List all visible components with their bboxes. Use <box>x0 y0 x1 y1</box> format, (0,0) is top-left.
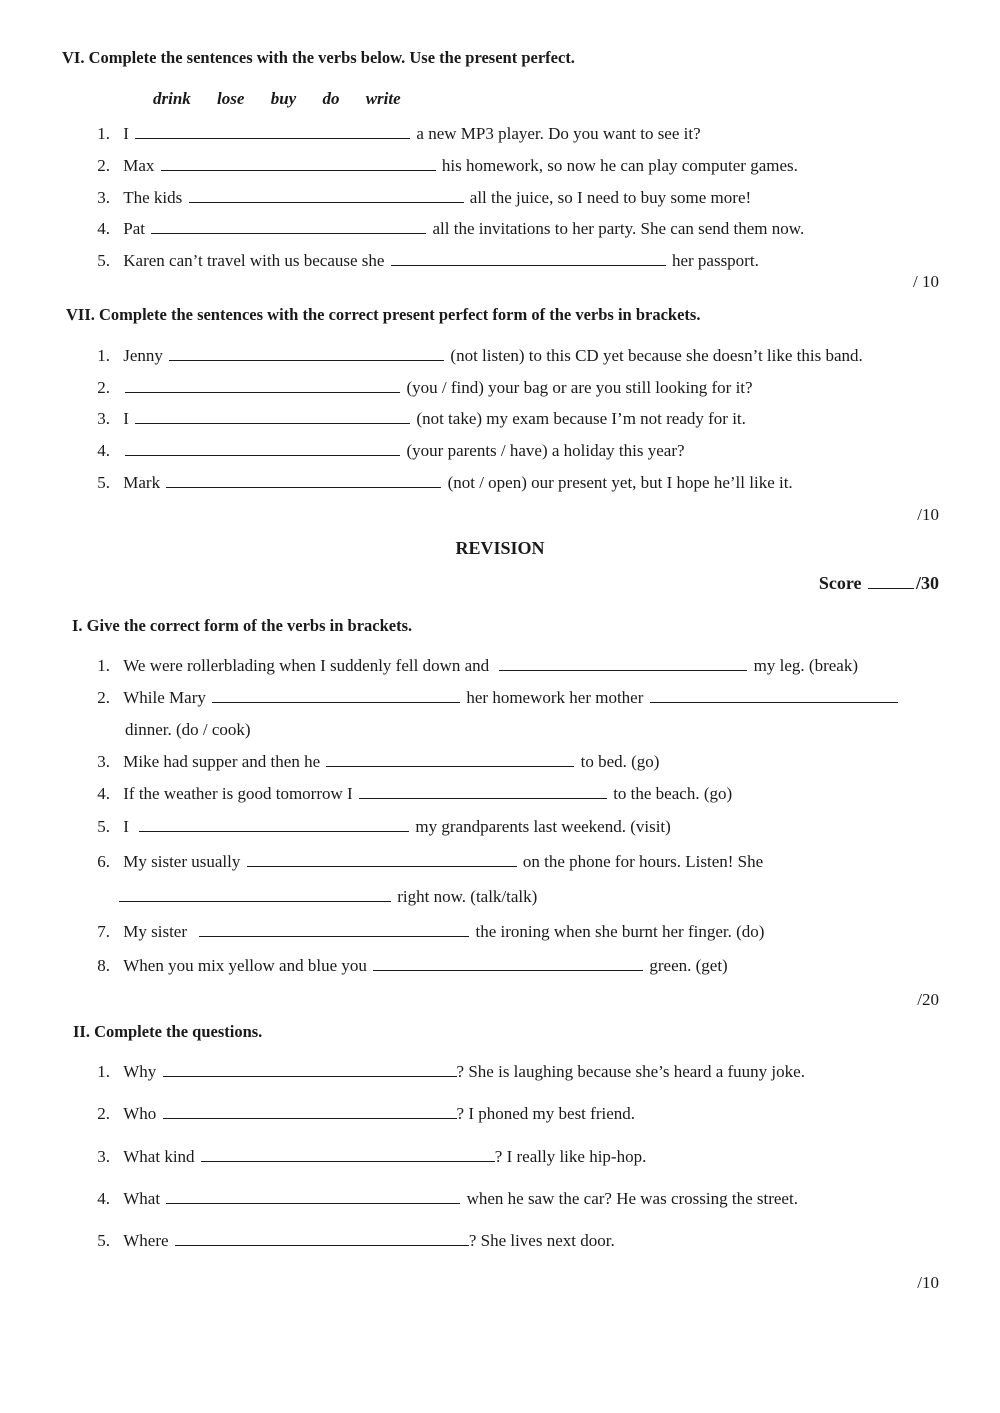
item-text: the ironing when she burnt her finger. (do) <box>475 922 765 941</box>
item-text: her homework her mother <box>466 688 644 707</box>
exercise-item <box>86 752 659 772</box>
item-text: My sister <box>123 922 187 941</box>
item-number: 1. <box>97 1062 110 1081</box>
item-text: Karen can’t travel with us because she <box>123 251 385 270</box>
verb-word: drink <box>153 89 191 108</box>
exercise-item <box>86 1231 615 1251</box>
item-text: ? I phoned my best friend. <box>456 1104 635 1123</box>
item-number: 2. <box>97 156 110 175</box>
answer-blank[interactable] <box>163 1104 457 1119</box>
section-score: /10 <box>917 1273 939 1292</box>
answer-blank[interactable] <box>135 409 410 424</box>
answer-blank[interactable] <box>201 1147 495 1162</box>
item-text: Where <box>123 1231 169 1250</box>
section-i-title: I. Give the correct form of the verbs in brackets. <box>72 616 413 635</box>
answer-blank[interactable] <box>650 688 898 703</box>
item-number: 1. <box>97 346 110 365</box>
item-number: 8. <box>97 956 110 975</box>
answer-blank[interactable] <box>151 219 426 234</box>
exercise-item <box>86 156 798 176</box>
exercise-item <box>86 852 763 872</box>
item-continuation <box>119 887 537 907</box>
answer-blank[interactable] <box>119 887 391 902</box>
item-text: Pat <box>123 219 145 238</box>
item-text: What kind <box>123 1147 195 1166</box>
answer-blank[interactable] <box>359 784 607 799</box>
section-vi-title: VI. Complete the sentences with the verbs below. Use the present perfect. <box>62 48 575 67</box>
answer-blank[interactable] <box>169 346 444 361</box>
item-text: Jenny <box>123 346 163 365</box>
answer-blank[interactable] <box>212 688 460 703</box>
score-total: /30 <box>915 573 939 593</box>
item-text: right now. (talk/talk) <box>397 887 538 906</box>
item-number: 5. <box>97 473 110 492</box>
item-number: 5. <box>97 1231 110 1250</box>
item-number: 3. <box>97 752 110 771</box>
exercise-item <box>86 1147 646 1167</box>
verb-word: do <box>322 89 340 108</box>
section-ii-title: II. Complete the questions. <box>73 1022 263 1041</box>
exercise-item <box>86 688 900 708</box>
item-text: all the juice, so I need to buy some more! <box>469 188 752 207</box>
answer-blank[interactable] <box>247 852 517 867</box>
item-text: We were rollerblading when I suddenly fell down and <box>123 656 490 675</box>
item-text: all the invitations to her party. She can send them now. <box>432 219 805 238</box>
item-number: 5. <box>97 817 110 836</box>
exercise-item <box>86 378 753 398</box>
item-text: I <box>123 124 129 143</box>
item-number: 4. <box>97 219 110 238</box>
item-number: 2. <box>97 378 110 397</box>
item-text: ? She lives next door. <box>468 1231 615 1250</box>
exercise-item <box>86 219 804 239</box>
answer-blank[interactable] <box>161 156 436 171</box>
section-score: /10 <box>917 505 939 524</box>
exercise-item <box>86 956 728 976</box>
item-text: Who <box>123 1104 157 1123</box>
exercise-item <box>86 124 701 144</box>
item-number: 3. <box>97 1147 110 1166</box>
answer-blank[interactable] <box>125 441 400 456</box>
item-number: 6. <box>97 852 110 871</box>
answer-blank[interactable] <box>166 1189 460 1204</box>
item-text: my leg. (break) <box>753 656 858 675</box>
exercise-item <box>86 784 732 804</box>
item-text: a new MP3 player. Do you want to see it? <box>416 124 701 143</box>
item-number: 3. <box>97 409 110 428</box>
item-text: I <box>123 409 129 428</box>
score-blank[interactable] <box>868 574 914 589</box>
item-number: 4. <box>97 784 110 803</box>
exercise-item <box>86 188 751 208</box>
item-text: to the beach. (go) <box>613 784 733 803</box>
section-score: /20 <box>917 990 939 1009</box>
item-text: ? I really like hip-hop. <box>494 1147 647 1166</box>
item-continuation: dinner. (do / cook) <box>125 720 251 739</box>
exercise-item <box>86 656 858 676</box>
answer-blank[interactable] <box>189 188 464 203</box>
item-number: 5. <box>97 251 110 270</box>
item-text: to bed. (go) <box>580 752 660 771</box>
answer-blank[interactable] <box>135 124 410 139</box>
item-number: 1. <box>97 124 110 143</box>
item-text: (your parents / have) a holiday this year? <box>406 441 685 460</box>
section-vii-title: VII. Complete the sentences with the correct present perfect form of the verbs in brackets. <box>66 305 701 324</box>
answer-blank[interactable] <box>163 1062 457 1077</box>
item-number: 4. <box>97 441 110 460</box>
item-text: my grandparents last weekend. (visit) <box>415 817 671 836</box>
item-number: 4. <box>97 1189 110 1208</box>
item-text: (not listen) to this CD yet because she doesn’t like this band. <box>450 346 863 365</box>
item-text: his homework, so now he can play computer games. <box>441 156 798 175</box>
item-text: I <box>123 817 129 836</box>
verb-word: write <box>365 89 401 108</box>
score-label: Score <box>818 573 862 593</box>
item-text: What <box>123 1189 161 1208</box>
answer-blank[interactable] <box>139 817 409 832</box>
exercise-item <box>86 922 764 942</box>
item-text: Max <box>123 156 155 175</box>
answer-blank[interactable] <box>391 251 666 266</box>
item-text: Why <box>123 1062 157 1081</box>
item-text: (not / open) our present yet, but I hope he’ll like it. <box>447 473 793 492</box>
item-text: Mark <box>123 473 161 492</box>
answer-blank[interactable] <box>166 473 441 488</box>
item-text: While Mary <box>123 688 206 707</box>
item-text: green. (get) <box>649 956 728 975</box>
answer-blank[interactable] <box>199 922 469 937</box>
item-text: Mike had supper and then he <box>123 752 321 771</box>
item-text: My sister usually <box>123 852 241 871</box>
exercise-item <box>86 251 759 271</box>
item-number: 1. <box>97 656 110 675</box>
section-score: / 10 <box>913 272 939 291</box>
exercise-item <box>86 473 793 493</box>
verb-word: lose <box>217 89 245 108</box>
exercise-item <box>86 409 746 429</box>
item-text: If the weather is good tomorrow I <box>123 784 353 803</box>
item-text: (not take) my exam because I’m not ready for it. <box>416 409 746 428</box>
exercise-item <box>86 1104 635 1124</box>
total-score <box>819 573 939 594</box>
verb-bank <box>153 89 423 109</box>
item-text: her passport. <box>671 251 759 270</box>
item-text: The kids <box>123 188 183 207</box>
revision-heading: REVISION <box>455 538 545 558</box>
answer-blank[interactable] <box>499 656 747 671</box>
item-text: when he saw the car? He was crossing the street. <box>466 1189 798 1208</box>
verb-word: buy <box>270 89 297 108</box>
item-number: 7. <box>97 922 110 941</box>
item-text: When you mix yellow and blue you <box>123 956 367 975</box>
item-number: 2. <box>97 688 110 707</box>
exercise-item <box>86 346 863 366</box>
answer-blank[interactable] <box>326 752 574 767</box>
item-number: 3. <box>97 188 110 207</box>
answer-blank[interactable] <box>373 956 643 971</box>
answer-blank[interactable] <box>125 378 400 393</box>
item-text: on the phone for hours. Listen! She <box>522 852 764 871</box>
answer-blank[interactable] <box>175 1231 469 1246</box>
item-text: (you / find) your bag or are you still looking for it? <box>406 378 753 397</box>
exercise-item <box>86 1189 798 1209</box>
exercise-item <box>86 441 685 461</box>
item-text: ? She is laughing because she’s heard a fuuny joke. <box>456 1062 805 1081</box>
item-number: 2. <box>97 1104 110 1123</box>
exercise-item <box>86 817 671 837</box>
exercise-item <box>86 1062 805 1082</box>
